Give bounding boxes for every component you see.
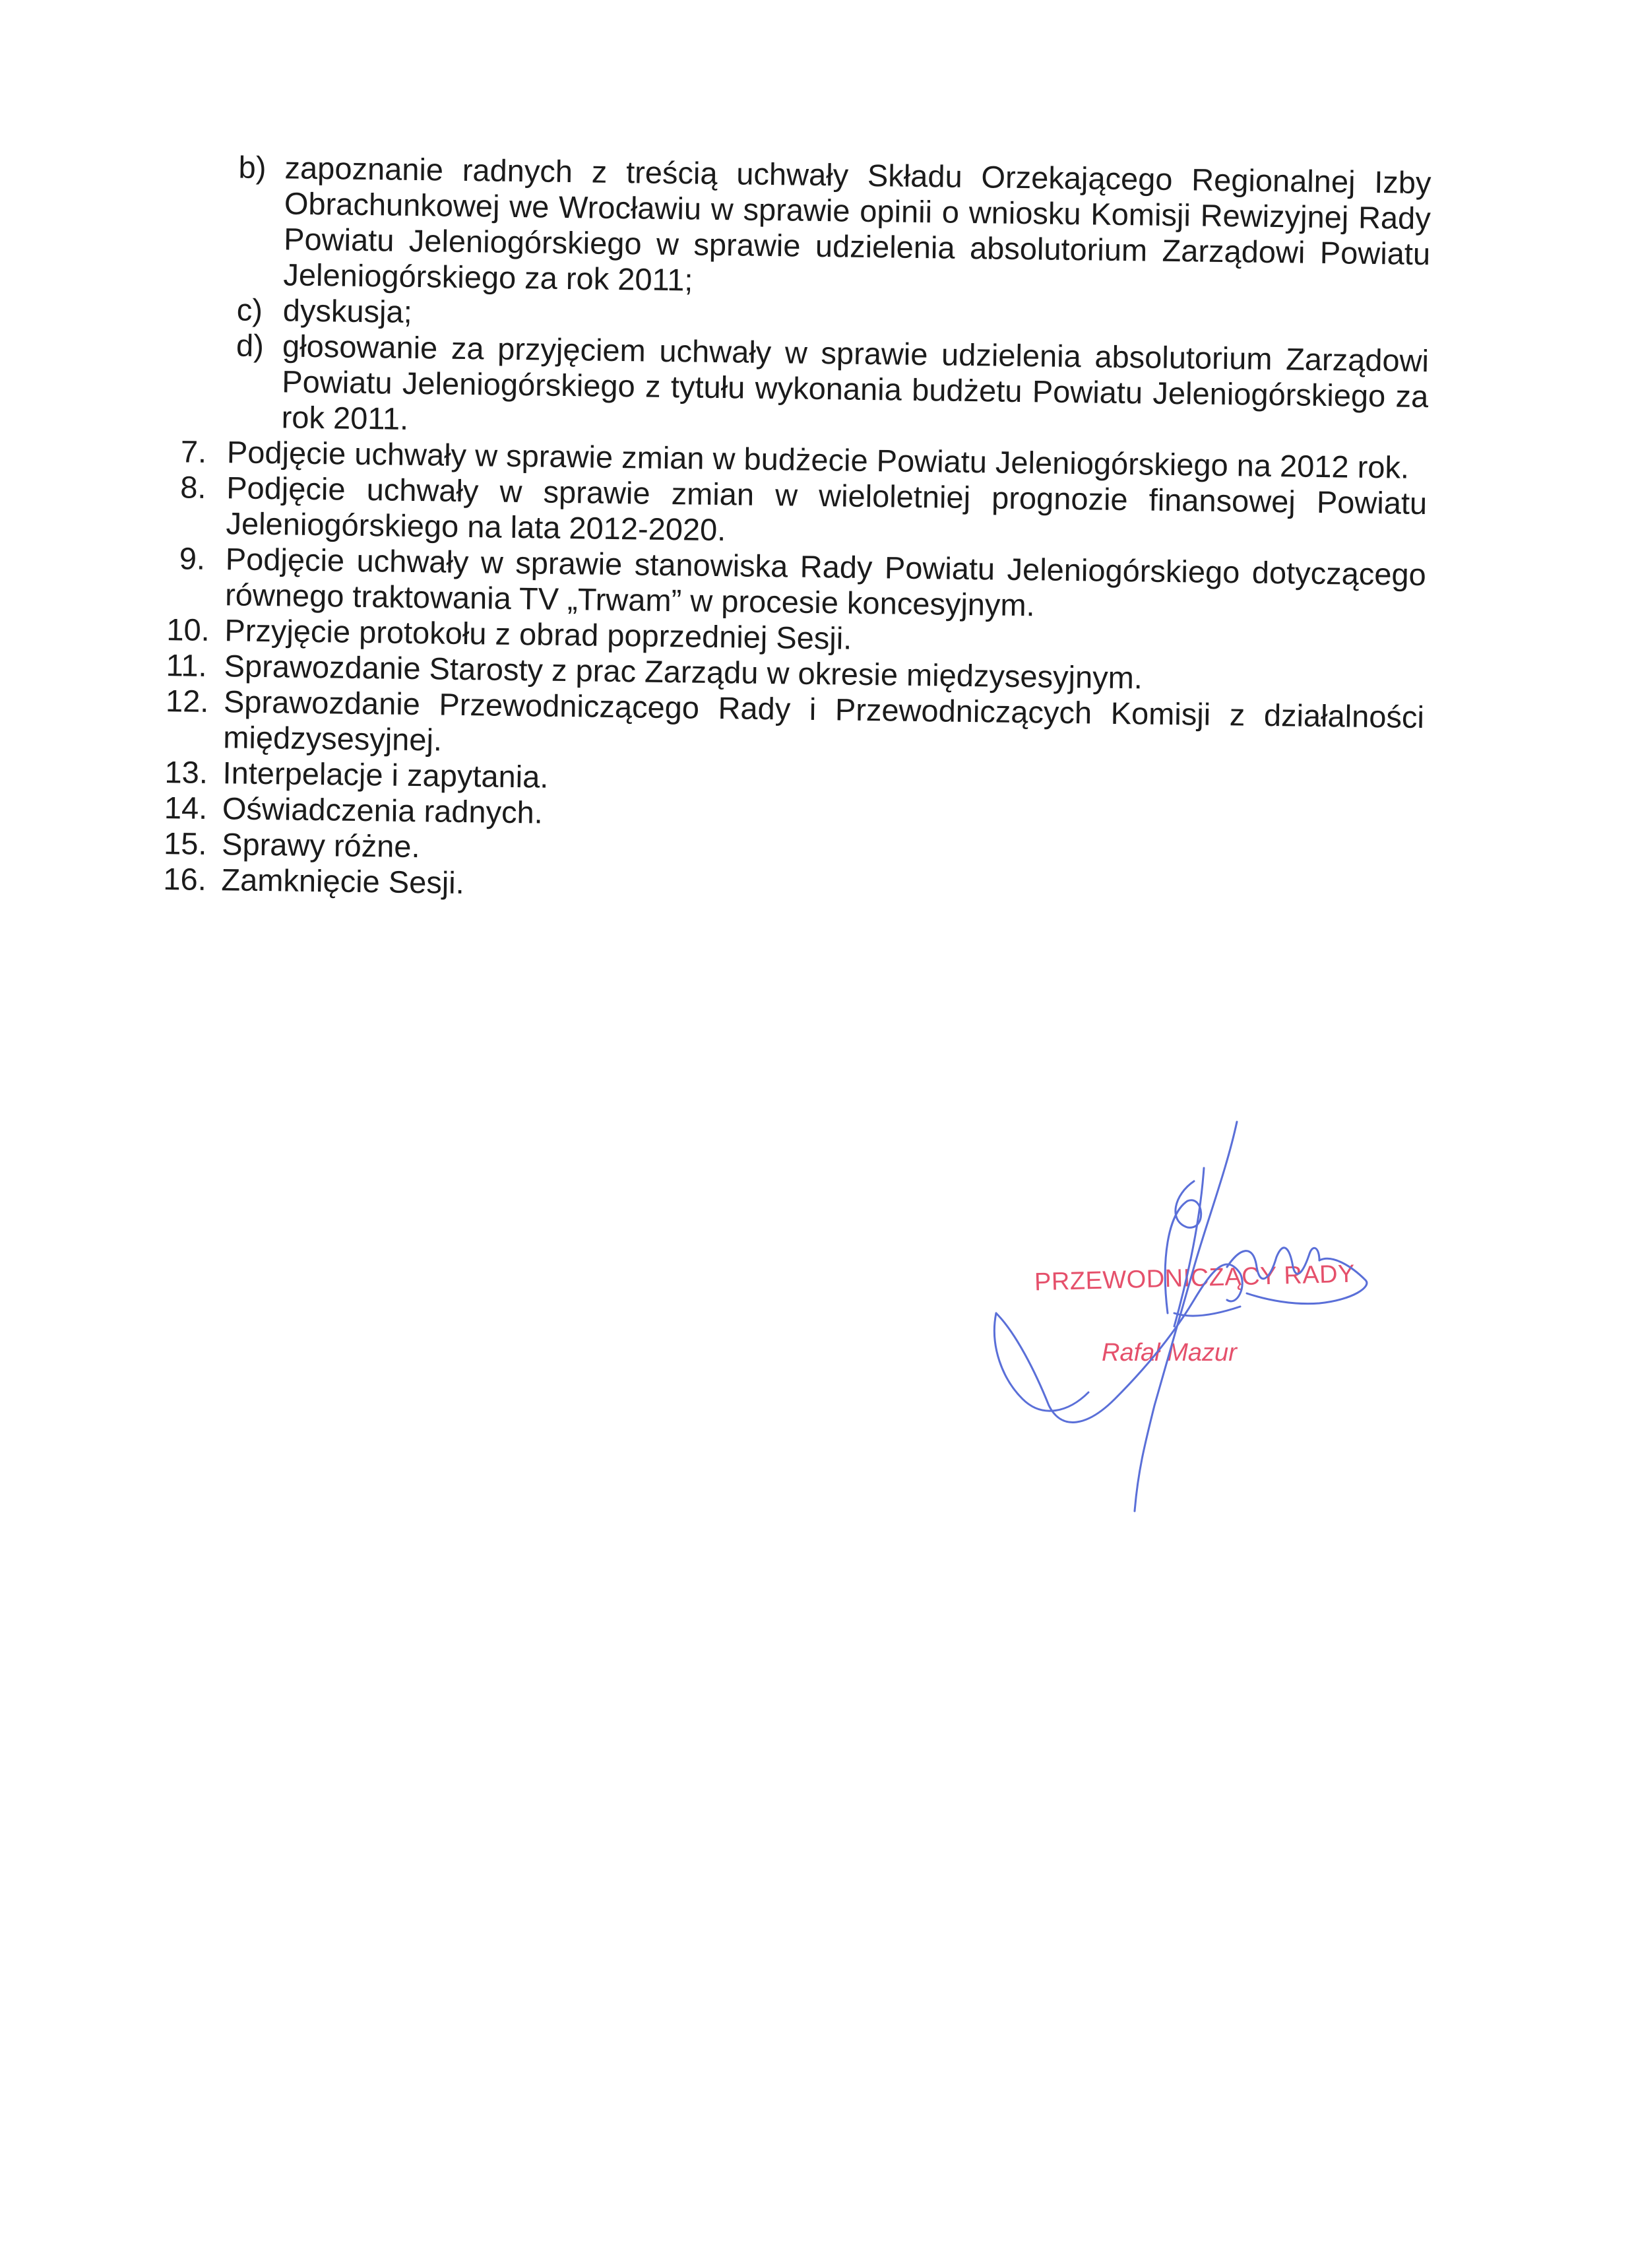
item-text: Interpelacje i zapytania. (222, 755, 549, 794)
item-text: Podjęcie uchwały w sprawie zmian w wieloletniej prognozie finansowej Powiatu Jeleniogórskiego na lata 2012-2020. (226, 470, 1428, 548)
item-text: Oświadczenia radnych. (222, 791, 544, 830)
subitem-text: dyskusja; (282, 292, 413, 329)
signature-stroke (1174, 1307, 1240, 1316)
item-number: 14. (164, 790, 208, 826)
agenda-subitem-d (161, 327, 1429, 450)
handwritten-signature (976, 1115, 1385, 1524)
subitem-marker: c) (236, 292, 263, 327)
item-number: 8. (179, 469, 206, 505)
item-text: Sprawozdanie Starosty z prac Zarządu w okresie międzysesyjnym. (224, 648, 1143, 696)
item-text: Sprawy różne. (221, 826, 420, 864)
item-number: 12. (165, 683, 209, 719)
item-number: 7. (180, 434, 207, 469)
item-number: 10. (166, 612, 210, 647)
agenda-subitem-b (163, 148, 1432, 308)
item-number: 13. (164, 754, 208, 790)
item-text: Zamknięcie Sesji. (221, 862, 465, 901)
chairman-stamp-title: PRZEWODNICZĄCY RADY (1034, 1260, 1356, 1297)
subitem-text: głosowanie za przyjęciem uchwały w sprawie udzielenia absolutorium Zarządowi Powiatu Jeleniogórskiego z tytułu wykonania budżetu Powiatu Jeleniogórskiego za rok 2011. (281, 328, 1430, 436)
item-text: Przyjęcie protokołu z obrad poprzedniej Sesji. (224, 612, 852, 656)
item-text: Podjęcie uchwały w sprawie stanowiska Rady Powiatu Jeleniogórskiego dotyczącego równego traktowania TV „Trwam” w procesie koncesyjnym. (224, 541, 1427, 623)
signature-stroke (996, 1264, 1242, 1423)
item-number: 16. (163, 861, 207, 897)
subitem-marker: b) (238, 149, 267, 185)
item-text: Podjęcie uchwały w sprawie zmian w budżecie Powiatu Jeleniogórskiego na 2012 rok. (226, 434, 1410, 485)
item-text: Sprawozdanie Przewodniczącego Rady i Przewodniczących Komisji z działalności międzysesyjnej. (222, 684, 1425, 758)
agenda-list (155, 148, 1432, 913)
signature-stroke (1247, 1258, 1367, 1303)
signature-strokes (994, 1122, 1367, 1511)
subitem-text: zapoznanie radnych z treścią uchwały Składu Orzekającego Regionalnej Izby Obrachunkowej we Wrocławiu w sprawie opinii o wniosku Komisji Rewizyjnej Rady Powiatu Jeleniogórskiego w sprawie udzielenia absolutorium Zarządowi Powiatu Jeleniogórskiego za rok 2011; (283, 150, 1432, 298)
item-number: 15. (163, 826, 207, 861)
item-number: 9. (179, 540, 206, 576)
subitem-marker: d) (236, 327, 265, 363)
item-number: 11. (166, 647, 207, 683)
chairman-stamp-name: Rafał Mazur (1102, 1339, 1237, 1367)
